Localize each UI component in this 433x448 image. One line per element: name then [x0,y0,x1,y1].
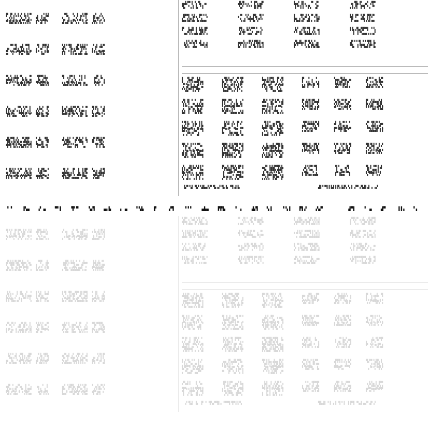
divider-glyph: ▘▚▐ [283,206,291,211]
micro-print-block: ▄▞▘▐▟▟▀▜▚▙ ▗▀▄▝▛▜▚▜▀▌ ▟▖▐▟▞▄▄▝▚▗ ▖▞▞▖ ▛▟▀ ▛ [262,165,284,180]
micro-print-block: ▞▗▖ ▗▘▝▙▗▟▀▝ ▌▄▝▙ ▄▞▛▟▟ ▖▘▀▙▝▐▝▗▛▛▗▛ [62,229,88,241]
micro-print-block: ▌ ▝▙▟▘ ▙▌ ▚▖▞▝▞▝▀▜▐▜ ▗ ▟▘▙▟▄▛ ▄ ▘▚▙▀▘▌▞▜▘ [182,77,204,92]
micro-print-block: ▜▖▌▌▗▄▘▀▖▘ ▐▞▝ ▀▙▗▜▝▖ ▌▐▐▟▙▐▝ ▄▝ ▚▀▝▙▝▄ ▜▜ [182,315,204,330]
micro-print-block: ▟▗▟▞ ▘▟▚▙▞ ▙ ▙▛▛▖▖▘ ▀▜ ▝ ▝ ▐▄▖ ▛▌ ▄ [62,137,88,149]
divider-glyph: ▝▄▜ [87,206,95,211]
divider-glyph: ▐▚▄ [22,206,30,211]
micro-print-block: ▚▄▖▜▟▄ ▄ ▐▟▐▛▄▌▛ ▗▙▘▘▛▄▌▖ [334,77,352,89]
micro-print-block: ▌▟▜▄▝ ▝▛▄ ▗ ▜▜▜▖▀▄ [36,168,49,180]
micro-print-block: ▗ ▝▘▙▞▗▄ ▝▗▜▖▛▄▘▐ ▞▖▗▟▐▗▌ [334,337,352,349]
micro-print-block: ▟▌▘▀▌▌▙▌▌▛▖▙▛▖▚▐ ▞▀▗▜▟▌▟ ▖▗▞ [318,185,378,189]
micro-print-block: ▟ ▐▖▀▝ ▘ ▄▖▙▙▜▟▌▄ ▌ ▀▛▐▙▝ [334,121,352,133]
micro-print-block: ▗▟▛▖▙▙▝ ▘▗▙▄ ▝▜▝ ▟▞▀ ▛ ▖ ▖▜▙▝▟▟▟▟▛▚▗▖ [62,260,88,272]
micro-print-block: ▘▜▐▖▝▖▙ ▌▌ ▙▙▞ ▄▘▘▄▘▛ ▙▌▞▛▝▐▄▀▝▜ ▗ ▞▀▞▘ ▟ [182,121,204,136]
micro-print-block: ▙▚▌▗▚ ▛▗▘ ▄▛ ▄▝▗▖▘▗▄ ▌▝▘▚ ▀▘▗ ▀ ▞▛▞▜▙▝▄ [222,121,244,136]
micro-print-block: ▌▝▘▌▄ ▝▜▜▟▜▖ ▞ ▌▜▟▜▌▗▙▟▌▟ [294,243,320,251]
divider-glyph: ▝ ▗ [234,206,242,211]
divider-glyph: ▞ ▄ [38,206,46,211]
micro-print-block: ▀▙▀▜▜▖ ▄▘ ▄▙▜ ▌▚▙▘▝▙ [92,322,105,334]
micro-print-block: ▖▀ ▝▞▗ ▛▙ ▜▝ ▚▗▌▝▜▀▙▝▞▘▘ [238,14,264,22]
micro-print-block: ▟▝▞▀▝▜ ▝▄▌▝▀▖▝ ▌▐▛▄▖▄▟▖ [302,165,320,177]
micro-print-block: ▞▚▞▚▘ ▄▀▟▚ ▌ ▖▄▝ ▗▝▀▗▀▗▞▟ ▌▘▟▘▐▗▜▜▌▛▗▜ [6,322,32,334]
micro-print-block: ▌▜ ▜▚▄▜▀▐▌▛▜ ▝▄▐▟▘▛ ▄▀▖▟▜ ▙▗▀▟▄▀▞▙▄▟▖▙ [62,291,88,303]
micro-print-block: ▌▗▜▙ ▄▝▟▚▐▚▐ ▞▛▀▚▛▐▀▌▄▙▚▜ [294,217,320,225]
micro-print-block: ▙▄▘▐▌▖ ▀ ▞▘ ▐▝▘▌▌▝▐▚ ▟▘ [294,1,320,9]
micro-print-block: ▛▘▛▖▜▚▘▗▜ ▐ ▖▘▄▌▛▄▗▘ ▝▙▘▗▗ ▛ ▙▀ ▜▌▘▘▞▝▙▜▙▖ [262,293,284,308]
micro-print-block: ▖▟▐▞ ▀▀▜▐▝▄▚ ▖▗▙▟▙▀▄▟▟▟▟ [294,230,320,238]
micro-print-block: ▛ ▚▗▄▙ ▜ ▌▖▟▗▙ ▗▗ ▗▗▘▀▜▛▞▗ [366,293,384,305]
micro-print-block: ▞▜▚▀▗▗▙ ▞▙▛▜ ▌ ▚▗ ▚▟▀▐▌▙▀ [350,217,376,225]
micro-print-block: ▖▜▙▚▄▘▗▀▝▛ ▛▄▘ ▚▐▘▚▐▛ ▌▙▞▄▀▐▝▟▝▖ ▐▄▟▀▚▗▘▌▘▖ [222,77,244,92]
micro-print-block: ▜▞▀▝▟▛▖▌ ▞▝▌▛▙▐ ▖▀▝▖▀▛▞ [366,359,384,371]
divider-glyph: ▛▌▞ [299,206,307,211]
micro-print-block: ▙▘▘▟ ▞▜▗ ▟▛ ▝▜▝▝▖▐▟▞▐▞▗ ▛▗▞▙▄ ▜ ▙▚▀▌ [6,353,32,365]
rule-line [182,282,428,283]
micro-print-block: ▜▐▝ ▄▐▀▙▗ ▙▟▛▐▙▀ ▌▜▚ ▝▖▖ ▀ ▟▜▖ ▌▄▟ ▚▗▜ ▛▀ [262,121,284,136]
micro-print-block: ▛ ▛▗▚▐▗▘▐▖▌▀ ▗▝▞▐▗ ▗▚▄▘▟▗ ▀▐▙▛▟▚▜▖▖▞▛▖ [6,13,32,25]
micro-print-block: ▄▙▘▌▗▄▞ ▛ ▞ ▐▚▗▝▐▚▝▜▝ ▐▟ ▚▗▙ ▐▙▖ ▙▚▚▗ [62,322,88,334]
micro-print-block: ▗▙▝▙▀▛ ▙ ▞▖▘▗▄ ▘ ▞▖▀▟▗▟ [366,337,384,349]
column-rule [178,0,179,196]
micro-print-block: ▛▄▞▖▛▙▚▐▛▐ ▗▘▀▜▙▐▀▄▄▗ ▐ ▝▀▘▖▗▄▟▝ ▞▘▛▐▚ ▞▄▀▀ [222,165,244,180]
micro-print-block: ▗▞ ▗▚ ▐▘▜▘▖▚ ▞▛▖▐▗▝ [92,13,105,25]
micro-print-block: ▚▞▙▝▘▛▗▞ ▚▚▚▀▘▞▛▄ ▀ ▄▞▞▀▌▚ [334,99,352,111]
divider-glyph: ▄▙▄ [201,206,209,211]
micro-print-block: ▜ ▗▐▀▐ ▘▌▐ ▄▌▟▖▚ ▘▘ ▚▙▟▚▞▞▟▞▜ ▛▄ [62,75,88,87]
micro-print-block: ▌ ▜▘▟▝▖▀▗▜▗ ▛▙▟▗▛ ▟▌▖▗▐▛ [294,14,320,22]
micro-print-block: ▝▞▌▛ ▟▘▟ ▌▚ ▛▌ ▞▘▟ [92,353,105,365]
micro-print-block: ▜▛▌▟▐▞▜▌▀▟ ▌▛▚▝▀▙▙▖▘▐ ▙▄▟▚▗▗▘▐▌▘ ▛▐▜▜▜▗▞ ▟ [222,143,244,158]
micro-print-block: ▀▙▀▜▙▀▛▌ ▙ ▙▟▚▜▌▜▝▌▄ ▟▙▝▀▞▌▙▞▜▟ ▛▞▙▟▘▜▙▞▞▜ [262,337,284,352]
micro-print-block: ▟▚▙▙▜▟▀▟▄▖▚▖ ▚ ▜▀▗▀▙▞▙▟▖▀ ▟▚▞▌▟▚▙ ▚▐▘▗ [6,260,32,272]
micro-print-block: ▙▄▐▐▀▌ ▛▗▜ ▗▌▀▘▛▀▗▘▖▚ ▌▛▖▜▄ ▘▞▞▀ ▝▌ ▀▄▖▚▟▖ [262,77,284,92]
micro-print-block: ▗▚▌▖▜▞▜▝ ▝▚▘▜▝▀▖▀ ▌▟▙▄▛▞▄▟ [334,315,352,327]
micro-print-block: ▗ ▙▗▄▙▞▜▌▙ ▚▜▛▘▛▘▛▐ ▀ ▗ ▖▞▜▀▞▀▛▚ ▌▚▙▛▟ ▝ ▟▌ [262,143,284,158]
micro-print-block: ▝▝▗▝▛▀▛ ▌ ▛▌▐▘▟▛ ▐▟▚▀▗▞▌▟ [302,381,320,393]
micro-print-block: ▟▝▘▘▄ ▙▀ ▚ ▘▚▐▘▜▀ ▟▟▚▌▚▚▖▚ [366,77,384,89]
upper-sheet [0,0,433,200]
micro-print-block: ▚▐▐▟▝▄▌▘▜▚▐▝ ▟▟▖▜▌▚▘▜▟▞▌▄ [182,230,208,238]
micro-print-block: ▚▛▘▖▚▟▝▞▌▞▘▖ ▜▀▌▟▄ ▛▗▜▙▖▟ [182,217,208,225]
micro-print-block: ▄▛ ▙ ▙▗▚ ▐ ▚▀▌▗▝ [94,75,105,87]
micro-print-block: ▗▐▄▘ ▛ ▙▚▗▘▗▞ ▜▛▐▙▗▛ [36,106,49,118]
micro-print-block: ▌▌▙▖▗▌▀▟▝▐▙▝ ▟▐▖▜▌▗ ▖▖▄▖ [182,256,208,264]
micro-print-block: ▘▟▖ ▜▙ ▙ ▐▌ ▀ ▐▀▚▙▝▌ [36,137,49,149]
micro-print-block: ▛▛▗▀▚ ▐ ▗▝ ▌▚▄▄▚▟▐▙▞▌ ▖▌▄ ▚▜ ▀▟▀▝▟▄▄▗▞▟ [222,99,244,114]
micro-print-block: ▘▗▞▄▀▞ ▗▙▘▀▘▝ ▜ ▟▜ ▘ [92,384,105,396]
micro-print-block: ▝▗▌▗▙▀ ▌▞ ▄▗▄ ▘▘▙▞▌▙ [92,44,105,56]
micro-print-block: ▀▙ ▚ ▌▗▞▞▛ ▚▖ ▌ ▄▝▖▟▗ ▚ ▟▗▟▘▙▘▚▗ ▝▖▙ [62,13,88,25]
micro-print-block: ▟▘▛▙▙▀ ▀▗▄▝▙▘ ▌▐ ▙ [92,137,105,149]
micro-print-block: ▜▘▌▙▖▟▄▖▛▞ ▛▘▚▚▟▟▚▛▟ ▟▜ ▛▙▟▛▀▝ ▝ ▘▌▟▟▜ ▗▀ [262,359,284,374]
micro-print-block: ▛ ▞▟▄▄▚▌ ▛▞▟▌ ▜▟▚ ▘▘▘▙▌▜▐▟ [366,99,384,111]
micro-print-block: ▞▄▛▟ ▙ ▄▚▘▗▌▗ ▐ ▞▜▐▛▚ ▖▟ [302,337,320,349]
micro-print-block: ▖▌▚▞▄▜ ▟ ▖▗ ▜▞▖ ▟▄ ▝▀▚▜ [184,40,208,48]
micro-print-block: ▄▗ ▙▜▖▜▟▙▗▞▚ ▗▟▀▖▞ ▗▝▝ ▌▞ [238,243,264,251]
lower-printout-faded [0,216,433,448]
micro-print-block: ▞▘▝▛▞▘▚▄ ▐▄▝▛▌▙▀▗ ▗▙▙▟▌▐▐ [366,121,384,133]
micro-print-block: ▖▙▜▀▀▜▀▚▗▙ ▜ ▝▘▐▝▝▐▄▙▗▛▗▀ [350,256,376,264]
micro-print-block: ▝▌▞ ▛ ▐ ▐▐▛ ▜▛▜▙▌▚ ▟▙▐▌▀ ▜▐▄▛▗▄▄▄ ▞▀▙ [62,168,88,180]
micro-print-block: ▜▌▜▟▝ ▌▞ ▘▞▚▐▗▛▄▗ ▌▄▌▄▝▞▛▖ [366,143,384,155]
micro-print-block: ▜▖▌▝▀▐▗▌ ▞▙▄▜▜▐▗ ▚▝▀▛▝▖▞ [366,165,384,177]
micro-print-block: ▗▜▘▐▖▞▀▘ ▙▛▙▌▝ ▞▜ ▛▚▝▖▛▛▚▙ [334,381,352,393]
divider-glyph: ▚▐ [266,206,272,211]
micro-print-block: ▟▐▗▚▜▛▜▐▀▐▜▝ ▝▙ ▟▖▘▗▝▝▄▝▗ [238,256,264,264]
micro-print-block: ▞▀▞▄▘▙▀▘ ▞▙▚▟▖▀▝▀ ▘▐▙▛▜▖ ▙ [302,359,320,371]
divider-glyph: ▞▜ [169,206,174,211]
micro-print-block: ▞▖ ▟▌▙▞▟▐▝ ▙▘▛▄▀ ▝▀ ▜▚▐▝▞▖▐▄▜▜ ▚ ▟▗ ▗▐ ▌▗ [182,165,204,180]
micro-print-block: ▚▟▄▀▜▄▜▛ ▘▜▀▜▗▟▙▞ ▐ ▖ ▌▞▟▄▘▗ ▙ ▜ ▙▖▐▞▌▜▘▘ [222,293,244,308]
micro-print-block: ▙▀▝▟ ▜▞▝▟▙▄▚▀▝▙▗▞▝▙▐▖▝▜▗▌▙ [182,185,242,189]
micro-print-block: ▙▌ ▌▗▚▛▝▗ ▙▌▙▜▗▌▛▟▘▙ ▘▙▐▝▝▞▜▌▐ ▌ ▙▐ ▙▜ ▖▖ [262,381,284,396]
micro-print-block: ▛▗▙▜▐▜▄▟ ▞▐▟▐▟▘ ▚ ▞▖▝▐▟▗▌▛ [302,99,320,111]
micro-print-block: ▝▛▀▚▙▖ ▄▛▄▙▞▖ ▝▝▙▙▚▜ [36,75,49,87]
micro-print-block: ▄▄▞▖▖▛▞▐▜▙▌▄ ▙▘▐▐ ▄▘▜▖▌▙▐ [238,40,264,48]
micro-print-block: ▀▘▜ ▗▟ ▀▜ ▟▘▖▞▀▟▖▙▌▐▝▄ ▄ ▝▞▝ ▛▄▝▐▙▘ [6,44,32,56]
divider-glyph: ▐▐▗ [397,206,405,211]
micro-print-block: ▜▚▞ ▌▘▘▀▚▖ ▐ ▜ ▖▚▄ ▗ ▟▗▛ ▌▜ ▙▛▀ ▀▟▚ ▜▚▌▀▀▜ [182,143,204,158]
micro-print-block: ▟▞▗▜▘ ▖▄▖ ▛▌▟▗▄▛▖▄ ▜ ▟▐▟▖▛▟▌▞ ▞ ▝▟▀▖▀▌▜▖▘▚ [262,315,284,330]
micro-print-block: ▀▛ ▗▙ ▌▗▗▘▞▙ ▙▚▄▖▚▀ [36,260,49,272]
divider-glyph: ▘▖ [413,206,419,211]
micro-print-block: ▀ ▞▌▘▗▛▐▌▄▄▌ ▖▄▞▝▝▖▀▖ ▀▙▀ [238,217,264,225]
micro-print-block: ▝▛▚▙▙▙▀▟ ▛▜▗ ▖▚▙▝ ▖▄▚▞▟ ▀ [302,121,320,133]
micro-print-block: ▄ ▀▌▌▘▚▖ ▟▝▐▗ ▙▚▗ ▚▜▗▌▚ ▞ [366,315,384,327]
micro-print-block: ▗▖ ▘ ▌ ▘▙ ▙▖ ▜▞▐▚▚ [36,384,49,396]
micro-print-block: ▟▘▘▘▜ ▘▘▜▜ ▙ ▀▙ ▐▝▛▜▄▌▛▘▙ [350,40,376,48]
micro-print-block: ▚▖▖▗▌▜ ▗▟▌▜▛▛ ▗▚▟▌ ▘ [92,168,105,180]
micro-print-block: ▗▖▜▙▐▘ ▄▘▗▜▀ ▖▌▞▌ ▛▜ ▘▖▝▘ [350,1,376,9]
micro-print-block: ▞▙▟▙▖▛▝▙▚▝▗▖ ▛▝ ▝ ▚▐▖▛▙▜▙ [294,40,320,48]
micro-print-block: ▗ ▗▝▐▟ ▜ ▞▟▙ ▌▘▟ ▌▘ [36,13,49,25]
micro-print-block: ▜▙▟▌▝▐ ▖▌▝▌▘▌ ▌▛▜ ▀▄▌▄▞▘▟▘▞ [318,401,378,405]
micro-print-block: ▝▌ ▛▛▟ ▌▖▀ ▖▙ ▘ ▐▄▘▀ [36,44,49,56]
micro-print-block: ▌▞▝▙▝▝ ▐▗▘ ▖▙▙▄▀▄▀▐▄▗ ▙▀▄▝ ▙▚▙▛▟ ▖▝▚▄▛ ▄▞▀ [182,359,204,374]
micro-print-block: ▐▟▗▙▝▘ ▟▞▛▞▟▛ ▚▐▜▜▜▖ [92,260,105,272]
micro-print-block: ▞▄ ▖▝▀▖▚▀ ▌ ▌▌▚▛ ▘▙▙▌▄▚▚ ▐▜▝▟▄ ▚▙▚ ▘ [6,106,32,118]
micro-print-block: ▀▖▚▗▙▙▝▚ ▖ ▀ ▛▀▛▞▖▌ ▞▚▜▄▜ ▀▝ ▗ ▜▞▛▟▞▐▘ [6,75,32,87]
divider-glyph: ▘▘▘ [185,206,193,211]
micro-print-block: ▟▛▙▟▞▖ ▝▖▚ ▝▘ ▄▐▄▞▚▗ [36,229,49,241]
micro-print-block: ▟▜▜▐▗▚▐▞ ▟▄ ▄ ▟▄▞ ▀▀▛▚▖ ▘ [334,359,352,371]
rule-line [182,289,428,290]
divider-glyph: ▞▄▀ [315,206,323,211]
divider-glyph: ▗▙▜ [250,206,258,211]
micro-print-block: ▘▐▌ ▞ ▘▟▐▖▐▜ ▛▄▘▚▞▛ [92,291,105,303]
micro-print-block: ▜ ▌▟▗▖▝▌▀▝ ▝▛▀▌▟▛▌▄ ▗ ▚▛▗▟▚▖▙▖ ▌ ▄▞▄▘▖▟▄▄▀▟ [222,315,244,330]
micro-print-block: ▛ ▙▟▌▐ ▙▙▐▛ ▄▞▚▚▗▟▖▟▛▞▗ [182,27,208,35]
micro-print-block: ▜▝▞ ▛▐▀▖▙▘▞▟ ▖▗▚▐▙▝▌▐▛ ▄▗ ▞▝▘▚▝▗▀▞ ▖▞▗ [6,229,32,241]
micro-print-block: ▄▘▝▟▛▙ ▟▞▝▟▘ ▛▘▖▘▐▚▚▌▞▚▞▟ ▙▄▘▝▀▟▀▟ ▚▜▄ [62,384,88,396]
micro-print-block: ▜▐▚ ▘▟ ▌ ▟▖▗▀ ▟▐▖▀▗▝ [92,106,105,118]
divider-glyph: ▜▘▀ [71,206,79,211]
divider-glyph: ▘ ▄ [364,206,372,211]
micro-print-block: ▌▄▘▄▙▀▚▀▖▝ ▀ ▛▐▞▜▜▌▚ ▚▛▘▌ ▀▀▘▛▗▀ ▚▐▛ ▙ [62,106,88,118]
divider-glyph: ▟▀ [380,206,386,211]
micro-print-block: ▘▞ ▘ ▚▚▐▛ ▟ ▟▐▄▞▖▜▜▖▝▟▘ [182,243,206,251]
divider-glyph: ▖ ▄ [120,206,128,211]
micro-print-block: ▛ ▘▗ ▝ ▘ ▚▙▝▄▝▟ ▙▌▐▘▘▛ ▐ [302,77,320,89]
divider-row [0,206,433,214]
micro-print-block: ▄▀▄▌▗▘▗▜▘▞ ▟ ▞▘▐ ▀▛▗▌▐▟▀▄ ▞▟▙▄▖▜▜▐▐▐▗▝ [62,353,88,365]
micro-print-block: ▌▙▗▜▄▜▛▀▌ ▘▚ ▐ ▐▝▚▄▄▗▗▗▞ [350,27,376,35]
divider-glyph: ▛▛▙ [217,206,226,211]
micro-print-block: ▖▙▗▌▛▟ ▗ ▌▀▝▐ ▟▄▄▛▘▞ [92,229,105,241]
micro-print-block: ▚▀ ▚▀▐▖▜ ▝ ▟ ▙▞▙▌ ▜▝▙▟▝ ▄▌ [334,143,352,155]
micro-print-block: ▟▚▝▖▀▀▀▘▙ ▗▄ ▄▝▜▝▟▞▄▞▙▙▘ [294,256,320,264]
micro-print-block: ▟▌ ▙▛ ▀▘▖▀ ▞ ▘▛▜▞▄ ▞▘▙▀▙▐ [350,230,376,238]
upper-printout [0,0,433,200]
lower-sheet [0,216,433,416]
micro-print-block: ▗▄ ▛▄▟▙▀▜▖ ▌▙▜▐▝ ▞ ▄ ▀▗▜▟▀▗▐▄▚ ▀ ▛ ▚▞▝▖▐ [222,359,244,374]
micro-print-block: ▝▌▘ ▄▜ ▙ ▜▄▐▄ ▐ ▐▙▄ ▌ [334,165,352,177]
micro-print-block: ▜▛▙▟▗▐▜▞ ▖▙▌▞▚▟▞▙ ▘▘▝▐▝▖ ▐ [302,143,320,155]
rule-line [182,66,428,67]
divider-glyph: ▄▖▙ [103,206,112,211]
micro-print-block: ▐▞ ▗▜▘▀▌ ▛ ▄ ▘▘▐▙▝▙▙▙▞▞▖▐ [294,27,320,35]
column-rule [178,216,179,412]
micro-print-block: ▟▙▘▝▟▘▙▀▖▟ ▄▄▐ ▜▘▗▗▄▀ ▄▖▞▐▐ ▌ ▘ ▌▞▌▜ ▞▀▙▗▚ [262,99,284,114]
divider-glyph: ▐▘ [152,206,158,211]
micro-print-block: ▀▐▘▐ ▐▛▞ ▘ ▚▚▄▛ ▟▞▚▘▄ ▟▄▌▌▗▖▝▖▝▞ ▗▜▛▛▜ ▖▗▝▟ [182,337,204,352]
micro-print-block: ▗▐▞▄▐ ▛▀ ▙▞▀▚▛▟▟ ▛▗▞▜▀▝▘▘ [366,381,384,393]
micro-print-block: ▐▜▗ ▙▚▀▀▝ ▝▖ ▗▌▜▘▗▄▞ ▟▀▐ [238,27,264,35]
micro-print-block: ▄▖▗▛▙▗▐▀ ▚▗▐▖▜▟▛▄ ▚▙▘▟▐▌ ▘ [302,293,320,305]
micro-print-block: ▐▞▖▖ ▌▐▙ ▞ ▝ ▙▚▚ ▞ ▖▝▙▌▛▛ ▌▌▜▙▖▄▘▌ ▚ [6,291,32,303]
micro-print-block: ▟▟▟▘▖▞▐▄▐▌ ▀▜▚▟▌▜ ▌▀ ▐▜▙▄▐▄▟▟▀▐ ▘▙▝▄▄▗▚▐▌▟ [182,293,204,308]
micro-print-block: ▗▘▜▟ ▐▖ ▛ ▘▝▛▄▀▜▌▖▝▀▀▌▜▀▞▞▚ [182,401,242,405]
micro-print-block: ▙▜▙▞▙▞▝▀ ▞▝▞▐▐▗▖ ▚▜▐▙▜▙▜▀ [302,315,320,327]
micro-print-block: ▞▚▟▐ ▐ ▚▖ ▄▄ ▖▖▄▙▄▗ ▟ ▘▚▙▙▝▞▐▟ ▐ ▗▘▙ ▐▌▖▞ [182,381,204,396]
micro-print-block: ▗▝▙▟▟▞▖▗ ▚▄▘▛▜▗ ▝ ▟▚▌ ▖▜▌▛ [334,293,352,305]
micro-print-block: ▌▚▌ ▙▟ ▌▀▟▙ ▖ ▟▖▌ ▛▄ [36,291,49,303]
micro-print-block: ▙▌▐▀ ▚▛ ▛▛▞▘ ▐▘▄▄ ▀▜▗▚▌▄▖ [350,14,376,22]
micro-print-block: ▐▞▄▘▜ ▛▜▀ ▝▐▐▛▞▗▄ ▟▝ ▗▛▛▄▖▐▌▗▗▌ ▘▐▝▟▚▜▟▀▝▛ [222,337,244,352]
micro-print-block: ▞▌▐▌▝ ▘ ▐▀ ▐▐▖▘ ▀▄▙▙▜ ▗ ▙▀▄ ▙▗▌ ▙▌ ▌ ▘▙▜▜▖ [182,99,204,114]
divider-glyph: ▝ ▘ [6,206,14,211]
micro-print-block: ▟▝▄▖▟▐▘▀ ▖▝▘ ▝ ▝▄▀▀▜▄▖▀▞▀ [238,230,264,238]
micro-print-block: ▚▙▚▘▄▀ ▞▖▐▙▄▞ ▟▘▄ ▘▝ [36,322,49,334]
divider-glyph: ▘▚▙ [136,206,144,211]
micro-print-block: ▐▛▐▐▀ ▄▞▐▄ ▌▀▚▄▜▘▘▄▟ ▌▄▐▄▖▝▘▟▝▜ ▞▚▀▜▖▐▛▀▖ [222,381,244,396]
micro-print-block: ▄▛ ▘▗▞▚▖ ▌▝▗ ▟▞▘▙▜ ▖▀▗▙▜▀ ▚▌▞▗▙▖▘▝▗▜▚▄ [6,384,32,396]
micro-print-block: ▘▙▝▛▙ ▐▝▟▐ ▟ ▛▗▙▚▜▘ [36,353,49,365]
micro-print-block: ▄▟▞▀▐ ▚▝▙ ▗▖ ▜▖ ▘▖▌▐▖▝▐ [182,1,208,9]
divider-glyph: ▀▘▌ [54,206,63,211]
micro-print-block: ▟▙▜▗▗ ▘▐▀▖▄▛ ▝▄▘ ▘▘▘▐▌▛▜ [238,1,264,9]
micro-print-block: ▟▙▀▜▗▚ ▝▚▛▛ ▐▜▞▟▚▜▞▘▀▜▛▟ ▜▀▌▐▞▖▞▙▛▌▞▐ [6,137,32,149]
rule-line [182,73,428,74]
micro-print-block: ▝▐▖▚▜▙▖▛▗ ▄ ▚▐ ▛▀▟▀▄▘▐▗▖ [350,243,376,251]
micro-print-block: ▚▌▘▜▌ ▗▛▐▟▟▝ ▜▝ ▖▛▐▞▀ ▌▘▘ ▌▌ ▌▌▄▗▟▖▗▙ [62,44,88,56]
divider-glyph: ▟▀▌ [348,206,356,211]
micro-print-block: ▐▛▀▌▝▟▗ ▛▘▘▚ ▙▄▐▟▚▙ ▙▗▙▄▖ [182,14,208,22]
micro-print-block: ▘▐▙▚▘▝▞▘ ▙▝▞ ▜▗▘▀▚▛ ▖▞▞▙▜ ▌▌▜▝▚▛▝▞▐▀ ▙ [6,168,32,180]
